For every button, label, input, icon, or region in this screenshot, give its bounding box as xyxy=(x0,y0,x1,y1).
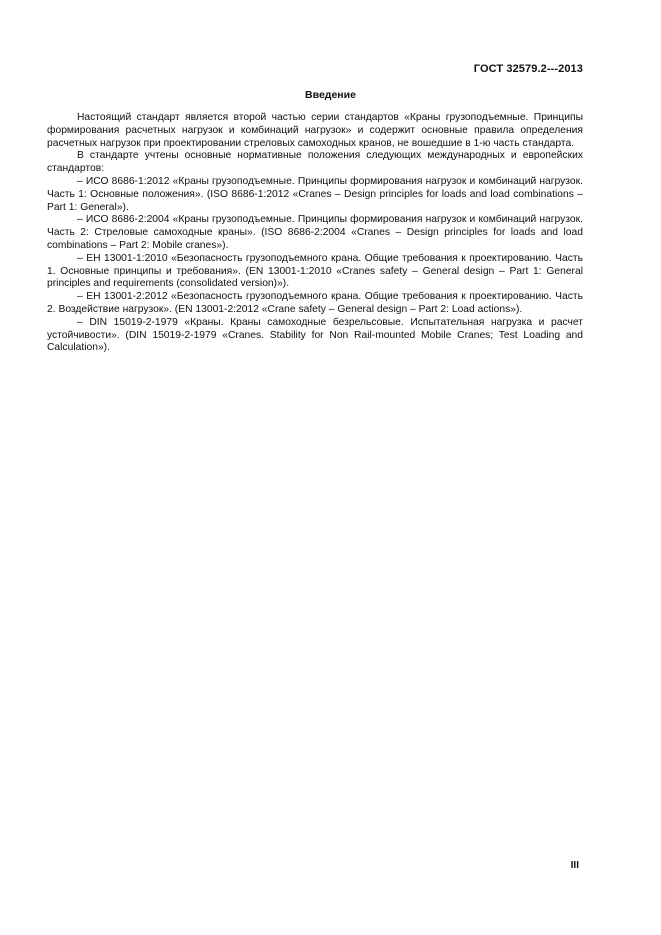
body-text xyxy=(47,112,583,355)
section-title: Введение xyxy=(305,89,356,101)
list-item-en-13001-2: – ЕН 13001-2:2012 «Безопасность грузоподъемного крана. Общие требования к проектированию. Часть 2. Воздействие нагрузок». (EN 13001-2:2012 «Crane safety – General design – Part 2: Load actions»). xyxy=(47,291,583,315)
document-code: ГОСТ 32579.2---2013 xyxy=(473,63,583,75)
list-item-iso-8686-2: – ИСО 8686-2:2004 «Краны грузоподъемные. Принципы формирования нагрузок и комбинаций нагрузок. Часть 2: Стреловые самоходные краны». (ISO 8686-2:2004 «Cranes – Design principles for loads and load combinations – Part 2: Mobile cranes»). xyxy=(47,214,583,251)
list-item-din-15019-2: – DIN 15019-2-1979 «Краны. Краны самоходные безрельсовые. Испытательная нагрузка и расчет устойчивости». (DIN 15019-2-1979 «Cranes. Stability for Non Rail-mounted Mobile Cranes; Test Loading and Calculation»). xyxy=(47,316,583,354)
list-item-iso-8686-1: – ИСО 8686-1:2012 «Краны грузоподъемные. Принципы формирования нагрузок и комбинаций нагрузок. Часть 1: Основные положения». (ISO 8686-1:2012 «Cranes – Design principles for loads and load combinations – Part 1: General»). xyxy=(47,175,583,213)
paragraph-intro: Настоящий стандарт является второй частью серии стандартов «Краны грузоподъемные. Принципы формирования расчетных нагрузок и комбинаций нагрузок» и содержит основные правила определения расчетных нагрузок при проектировании стреловых самоходных кранов, не вошедшие в 1-ю часть стандарта. xyxy=(47,112,583,149)
paragraph-standards-lead: В стандарте учтены основные нормативные положения следующих международных и европейских стандартов: xyxy=(47,150,583,175)
list-item-en-13001-1: – ЕН 13001-1:2010 «Безопасность грузоподъемного крана. Общие требования к проектированию. Часть 1. Основные принципы и требования». (EN 13001-1:2010 «Cranes safety – General design – Part 1: General principles and requirements (consolidated version)»). xyxy=(47,252,583,290)
page-number: III xyxy=(570,860,579,871)
